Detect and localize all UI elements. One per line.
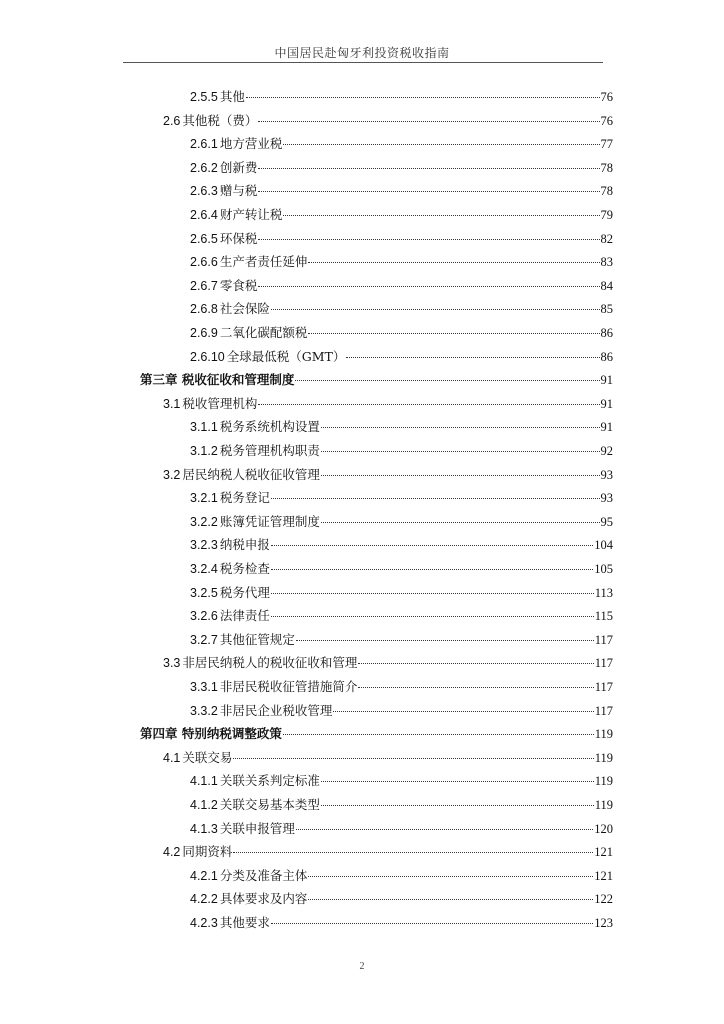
toc-entry-page: 77 (600, 137, 613, 152)
toc-entry-title: 税务检查 (219, 561, 270, 576)
toc-entry[interactable] (190, 440, 613, 462)
toc-entry-number: 3.1.2 (190, 444, 218, 458)
toc-dot-leader (258, 190, 599, 192)
page-header-title: 中国居民赴匈牙利投资税收指南 (274, 46, 450, 60)
toc-entry-title: 其他税（费） (182, 112, 258, 128)
toc-entry[interactable] (190, 700, 613, 722)
toc-entry-page: 82 (600, 231, 613, 246)
toc-entry-title: 非居民企业税收管理 (219, 702, 333, 718)
toc-entry-title: 其他 (219, 89, 245, 104)
toc-entry[interactable] (140, 369, 613, 391)
toc-entry-page: 117 (594, 656, 613, 671)
toc-entry[interactable] (190, 275, 613, 297)
toc-dot-leader (271, 568, 593, 570)
toc-entry-page: 86 (600, 349, 613, 364)
toc-entry-page: 78 (600, 184, 613, 199)
toc-entry[interactable] (163, 747, 613, 769)
toc-entry-page: 76 (600, 113, 613, 128)
toc-entry-title: 税务登记 (219, 490, 270, 506)
toc-entry[interactable] (190, 204, 613, 226)
toc-dot-leader (258, 167, 599, 169)
toc-dot-leader (346, 356, 599, 358)
toc-entry[interactable] (190, 180, 613, 202)
toc-entry-number: 2.6.4 (190, 208, 218, 222)
toc-entry-page: 83 (600, 255, 613, 270)
toc-entry-number: 3.2.5 (190, 585, 218, 600)
toc-entry-title: 零食税 (219, 277, 258, 293)
toc-entry-number: 3.1.1 (190, 420, 218, 435)
toc-dot-leader (271, 308, 600, 310)
toc-dot-leader (233, 851, 593, 853)
toc-dot-leader (258, 285, 599, 287)
toc-entry-page: 93 (600, 491, 613, 506)
toc-entry-title: 地方营业税 (219, 136, 283, 152)
toc-entry-page: 84 (600, 278, 613, 293)
toc-entry[interactable] (190, 416, 613, 438)
toc-entry-title: 其他要求 (219, 915, 270, 930)
toc-entry-number: 3.3 (163, 656, 181, 671)
toc-entry-title: 关联申报管理 (219, 820, 295, 836)
toc-entry-title: 关联交易基本类型 (219, 797, 320, 812)
toc-dot-leader (283, 143, 599, 145)
toc-entry-page: 92 (600, 444, 613, 458)
toc-entry-page: 121 (594, 845, 613, 860)
toc-entry[interactable] (190, 770, 613, 792)
toc-entry-page: 121 (594, 868, 613, 883)
toc-entry[interactable] (163, 110, 613, 132)
toc-entry-page: 91 (600, 373, 613, 388)
toc-dot-leader (283, 214, 599, 216)
toc-entry-page: 117 (594, 632, 613, 647)
toc-entry-title: 关联交易 (182, 749, 233, 765)
toc-entry-title: 第三章 税收征收和管理制度 (140, 372, 295, 388)
toc-entry-number: 2.6.1 (190, 137, 218, 152)
toc-dot-leader (296, 639, 594, 641)
toc-entry-title: 二氧化碳配额税 (219, 325, 308, 340)
toc-entry-page: 123 (594, 916, 613, 930)
toc-entry-number: 3.3.1 (190, 680, 218, 694)
toc-entry[interactable] (190, 511, 613, 533)
toc-entry[interactable] (190, 298, 613, 320)
toc-dot-leader (296, 828, 593, 830)
toc-entry-page: 117 (594, 680, 613, 694)
toc-entry-title: 生产者责任延伸 (219, 254, 308, 270)
toc-entry[interactable] (190, 322, 613, 344)
toc-dot-leader (258, 238, 599, 240)
toc-entry-page: 95 (600, 514, 613, 529)
toc-entry[interactable] (190, 534, 613, 556)
toc-entry-title: 税务系统机构设置 (219, 419, 320, 435)
toc-entry-number: 4.1.1 (190, 774, 218, 789)
toc-entry-number: 4.2.2 (190, 892, 218, 907)
toc-entry-number: 2.6.10 (190, 349, 225, 364)
toc-entry[interactable] (190, 676, 613, 698)
toc-entry-title: 纳税申报 (219, 537, 270, 553)
toc-entry-page: 105 (594, 562, 613, 576)
toc-entry-number: 3.2 (163, 467, 181, 482)
toc-dot-leader (271, 497, 600, 499)
toc-entry-title: 全球最低税（GMT） (226, 348, 346, 364)
toc-dot-leader (258, 403, 599, 405)
toc-entry-title: 税收管理机构 (182, 395, 258, 411)
toc-entry-number: 2.6 (163, 113, 181, 128)
toc-entry[interactable] (190, 346, 613, 368)
toc-dot-leader (308, 875, 593, 877)
toc-entry-number: 4.2.3 (190, 916, 218, 930)
toc-dot-leader (271, 592, 594, 594)
toc-entry-number: 3.2.3 (190, 538, 218, 553)
toc-entry-page: 115 (594, 609, 613, 624)
toc-entry[interactable] (190, 818, 613, 840)
toc-entry-number: 2.6.8 (190, 302, 218, 317)
toc-dot-leader (308, 898, 593, 900)
toc-entry-page: 119 (594, 750, 613, 765)
toc-dot-leader (246, 96, 600, 98)
toc-entry-title: 法律责任 (219, 608, 270, 624)
toc-entry[interactable] (190, 251, 613, 273)
toc-entry[interactable] (190, 605, 613, 627)
toc-entry-number: 3.3.2 (190, 703, 218, 718)
toc-entry-title: 具体要求及内容 (219, 891, 308, 907)
toc-entry-title: 非居民纳税人的税收征收和管理 (182, 655, 358, 671)
toc-entry[interactable] (190, 487, 613, 509)
toc-entry[interactable] (140, 723, 613, 745)
toc-entry-page: 91 (600, 396, 613, 411)
toc-entry-number: 2.6.9 (190, 326, 218, 340)
toc-entry-title: 税务代理 (219, 584, 270, 600)
toc-entry-number: 4.1.3 (190, 821, 218, 836)
toc-dot-leader (321, 521, 600, 523)
toc-entry[interactable] (163, 464, 613, 486)
toc-entry[interactable] (190, 888, 613, 910)
toc-entry-title: 居民纳税人税收征收管理 (182, 466, 320, 482)
toc-dot-leader (333, 710, 593, 712)
toc-dot-leader (271, 922, 593, 924)
toc-entry-page: 91 (600, 420, 613, 435)
toc-entry-number: 4.2 (163, 845, 181, 860)
toc-dot-leader (295, 379, 599, 381)
toc-entry[interactable] (190, 133, 613, 155)
toc-entry-number: 2.6.5 (190, 231, 218, 246)
toc-entry-number: 3.2.1 (190, 491, 218, 506)
toc-dot-leader (308, 261, 599, 263)
toc-entry-page: 86 (600, 326, 613, 340)
toc-entry-title: 创新费 (219, 159, 258, 175)
toc-entry-title: 关联关系判定标准 (219, 773, 320, 789)
toc-dot-leader (321, 474, 600, 476)
toc-entry[interactable] (190, 228, 613, 250)
toc-entry-page: 119 (594, 774, 613, 789)
toc-entry-number: 4.2.1 (190, 868, 218, 883)
toc-entry-title: 分类及准备主体 (219, 867, 308, 883)
toc-entry-page: 93 (600, 467, 613, 482)
toc-entry-page: 120 (594, 821, 613, 836)
toc-entry-title: 同期资料 (182, 844, 233, 860)
toc-dot-leader (321, 450, 600, 452)
toc-dot-leader (258, 120, 599, 122)
toc-entry-page: 78 (600, 160, 613, 175)
toc-dot-leader (233, 757, 593, 759)
toc-entry-number: 3.2.2 (190, 514, 218, 529)
toc-entry[interactable] (190, 582, 613, 604)
toc-entry[interactable] (190, 86, 613, 108)
toc-entry-number: 2.6.6 (190, 255, 218, 270)
toc-dot-leader (271, 615, 594, 617)
toc-entry-title: 环保税 (219, 230, 258, 246)
toc-entry[interactable] (190, 629, 613, 651)
toc-entry-number: 3.1 (163, 396, 181, 411)
toc-entry-title: 第四章 特别纳税调整政策 (140, 726, 282, 742)
toc-entry-number: 3.2.4 (190, 562, 218, 576)
toc-entry[interactable] (190, 912, 613, 934)
toc-dot-leader (321, 426, 600, 428)
toc-entry-number: 2.6.3 (190, 184, 218, 199)
toc-entry-title: 赠与税 (219, 183, 258, 199)
toc-entry-title: 其他征管规定 (219, 631, 295, 647)
toc-entry-title: 账簿凭证管理制度 (219, 513, 320, 529)
toc-entry-title: 税务管理机构职责 (219, 443, 320, 458)
toc-entry-page: 122 (594, 892, 613, 907)
toc-entry-page: 113 (594, 585, 613, 600)
toc-dot-leader (271, 544, 593, 546)
toc-entry-number: 2.6.2 (190, 160, 218, 175)
toc-entry-page: 119 (594, 727, 613, 742)
toc-entry-number: 3.2.6 (190, 609, 218, 624)
toc-dot-leader (321, 804, 594, 806)
toc-entry-page: 76 (600, 90, 613, 104)
toc-entry[interactable] (190, 865, 613, 887)
toc-dot-leader (321, 780, 594, 782)
toc-dot-leader (358, 662, 593, 664)
toc-entry-number: 2.6.7 (190, 278, 218, 293)
toc-entry-page: 104 (594, 538, 613, 553)
toc-entry-page: 119 (594, 798, 613, 812)
toc-entry-number: 4.1 (163, 750, 181, 765)
toc-entry[interactable] (163, 841, 613, 863)
toc-dot-leader (358, 686, 593, 688)
toc-entry-page: 85 (600, 302, 613, 317)
toc-entry[interactable] (163, 393, 613, 415)
page-number: 2 (359, 961, 365, 972)
toc-entry[interactable] (190, 157, 613, 179)
toc-entry-title: 财产转让税 (219, 207, 283, 222)
toc-entry-number: 3.2.7 (190, 632, 218, 647)
toc-entry-title: 非居民税收征管措施简介 (219, 679, 358, 694)
toc-entry-number: 2.5.5 (190, 90, 218, 104)
header-rule (123, 62, 603, 63)
toc-entry[interactable] (163, 652, 613, 674)
toc-dot-leader (308, 332, 599, 334)
toc-entry-page: 79 (600, 208, 613, 222)
toc-entry-number: 4.1.2 (190, 798, 218, 812)
toc-dot-leader (283, 733, 594, 735)
toc-entry-title: 社会保险 (219, 301, 270, 317)
toc-entry[interactable] (190, 558, 613, 580)
toc-entry[interactable] (190, 794, 613, 816)
toc-entry-page: 117 (594, 703, 613, 718)
